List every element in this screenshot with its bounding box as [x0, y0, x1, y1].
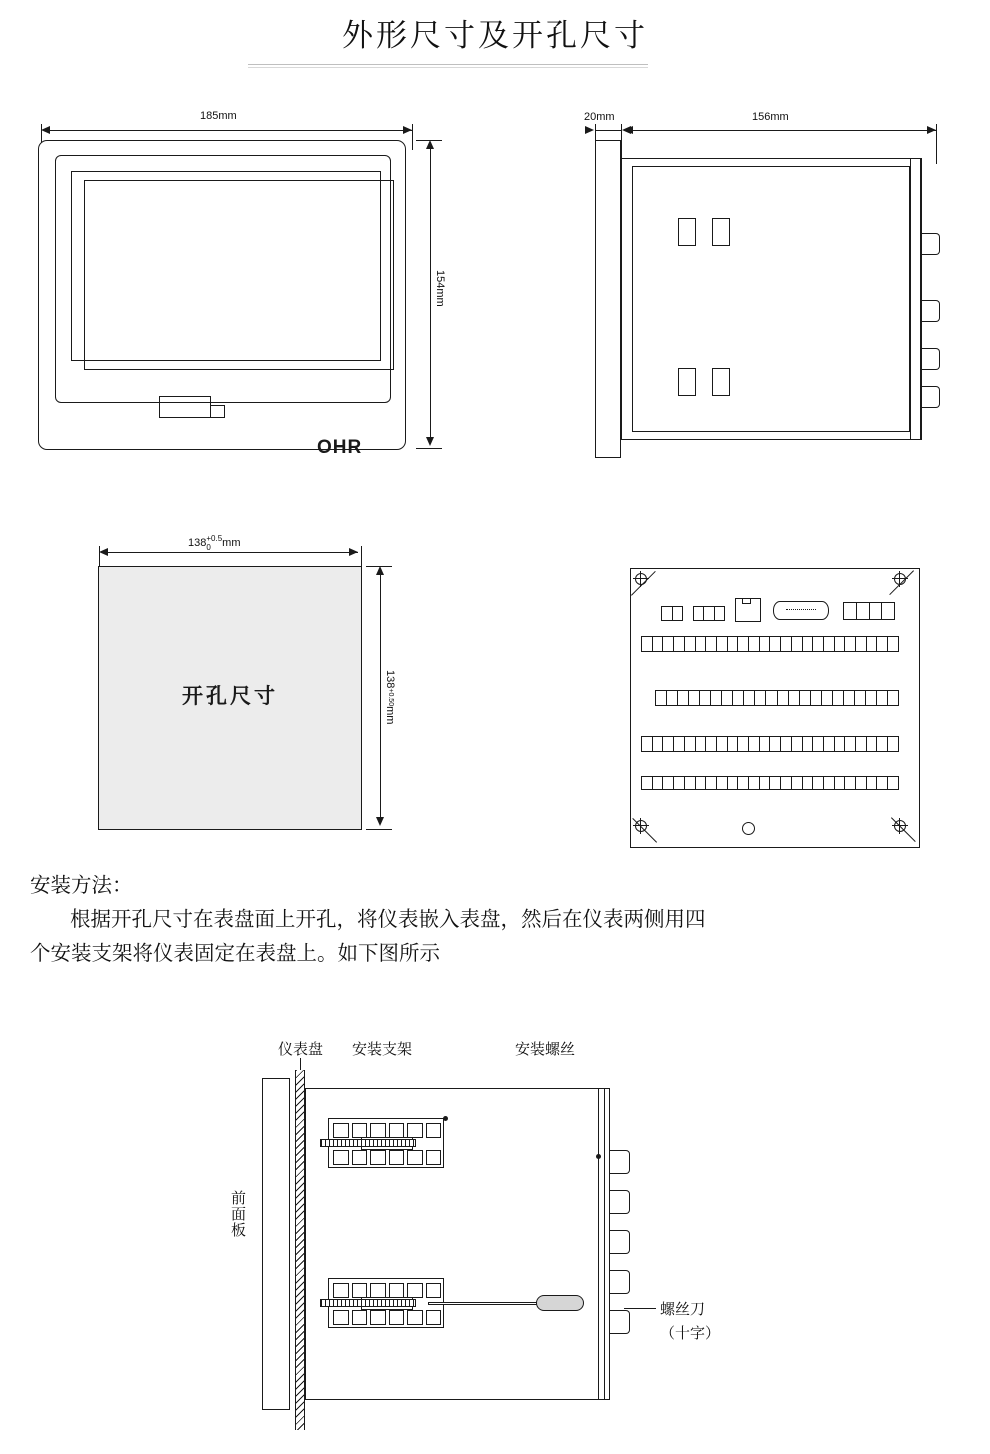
- installation-instructions: [30, 868, 960, 970]
- label-screw: 安装螺丝: [515, 1040, 576, 1058]
- instructions-line-1: 根据开孔尺寸在表盘面上开孔，将仪表嵌入表盘，然后在仪表两侧用四: [70, 907, 706, 931]
- cutout-height-ext-bottom: [366, 829, 392, 830]
- instructions-line-2: 个安装支架将仪表固定在表盘上。如下图所示: [30, 941, 440, 965]
- side-bezel-dim-line: [595, 130, 621, 131]
- panel-cutout-figure: [80, 530, 420, 860]
- cutout-width-value: 138: [188, 536, 207, 549]
- mounting-screw-upper: [320, 1139, 416, 1147]
- rear-connector-small-1: [661, 606, 683, 621]
- vent-slot-3: [678, 368, 696, 396]
- side-front-bezel: [595, 140, 621, 458]
- side-depth-dim-line: [626, 130, 936, 131]
- cutout-height-unit: mm: [384, 706, 396, 725]
- cutout-width-unit: mm: [222, 536, 241, 549]
- front-height-dim-line: [430, 148, 431, 442]
- front-height-ext-bottom: [416, 448, 442, 449]
- front-width-label: 185mm: [200, 110, 237, 122]
- bracket-teeth-top-2: [333, 1283, 441, 1298]
- rear-center-screw-hole: [742, 822, 755, 835]
- label-screwdriver-1: 螺丝刀: [660, 1300, 706, 1318]
- mount-terminal-4: [610, 1270, 630, 1294]
- vent-slot-1: [678, 218, 696, 246]
- leader-screwdriver: [624, 1308, 656, 1309]
- side-rear-plate: [910, 158, 922, 440]
- brand-logo: OHR: [317, 437, 363, 458]
- front-width-dim-line: [44, 130, 412, 131]
- title-divider: [248, 64, 648, 69]
- cutout-height-value: 138: [384, 670, 396, 689]
- label-front-panel: 前面板: [229, 1190, 247, 1238]
- screwdriver-handle: [536, 1295, 584, 1311]
- cutout-width-tolerance: [206, 534, 222, 552]
- cutout-height-label: [384, 670, 396, 724]
- front-height-arrow-bottom: [426, 437, 434, 446]
- rear-connector-terminal-block: [843, 602, 895, 620]
- label-panel: 仪表盘: [278, 1040, 324, 1058]
- front-display-screen: [84, 180, 394, 370]
- front-button: [159, 396, 211, 418]
- ethernet-port-icon: [735, 598, 761, 622]
- mount-panel-section: [295, 1070, 305, 1430]
- page-title-wrap: [0, 10, 990, 55]
- side-bezel-label: 20mm: [584, 111, 615, 123]
- side-depth-arrow-left: [624, 126, 633, 134]
- cutout-label: 开孔尺寸: [182, 684, 278, 708]
- mount-terminal-3: [610, 1230, 630, 1254]
- cutout-width-tol-lower: 0: [206, 543, 211, 552]
- mount-front-bezel: [262, 1078, 290, 1410]
- instructions-heading: 安装方法：: [30, 873, 133, 897]
- front-height-label: 154mm: [434, 270, 446, 307]
- terminal-strip-4: [641, 776, 899, 790]
- bracket-teeth-bottom: [333, 1150, 441, 1165]
- page-title: 外形尺寸及开孔尺寸: [342, 18, 648, 54]
- front-width-ext-right: [412, 124, 413, 150]
- label-screwdriver-2: （十字）: [660, 1324, 721, 1342]
- front-view-figure: [30, 110, 450, 470]
- vent-slot-2: [712, 218, 730, 246]
- mount-terminal-5: [610, 1310, 630, 1334]
- terminal-strip-1: [641, 636, 899, 652]
- side-terminal-2: [922, 300, 940, 322]
- terminal-strip-3: [641, 736, 899, 752]
- rear-view-figure: [625, 560, 935, 860]
- mount-rear-plate: [598, 1088, 610, 1400]
- screwdriver-shaft: [428, 1302, 540, 1305]
- front-width-arrow-right: [403, 126, 412, 134]
- side-bezel-arrow-left: [585, 126, 594, 134]
- side-case-inner: [632, 166, 910, 432]
- mounting-screw-lower: [320, 1299, 416, 1307]
- side-terminal-3: [922, 348, 940, 370]
- cutout-width-arrow-right: [349, 548, 358, 556]
- side-view-figure: [560, 110, 980, 470]
- cutout-width-label: [188, 534, 240, 552]
- side-depth-ext-right: [936, 124, 937, 164]
- cutout-height-ext-top: [366, 566, 392, 567]
- front-button-tab: [211, 405, 225, 418]
- front-bezel: [55, 155, 391, 403]
- bracket-teeth-top: [333, 1123, 441, 1138]
- bracket-teeth-bottom-2: [333, 1310, 441, 1325]
- front-height-arrow-top: [426, 140, 434, 149]
- terminal-strip-2: [655, 690, 899, 706]
- serial-port-db9-icon: [773, 601, 829, 620]
- side-terminal-4: [922, 386, 940, 408]
- cutout-width-arrow-left: [99, 548, 108, 556]
- rear-screw-corner-tl: [631, 569, 655, 593]
- side-terminal-1: [922, 233, 940, 255]
- front-case: [38, 140, 406, 458]
- side-depth-label: 156mm: [752, 111, 789, 123]
- cutout-height-tol-lower: 0: [387, 702, 394, 707]
- mount-terminal-2: [610, 1190, 630, 1214]
- cutout-height-tol-upper: +0.5: [387, 688, 394, 703]
- front-height-ext-top: [416, 140, 442, 141]
- vent-slot-4: [712, 368, 730, 396]
- cutout-height-arrow-top: [376, 566, 384, 575]
- cutout-height-dim-line: [380, 574, 381, 822]
- front-width-arrow-left: [41, 126, 50, 134]
- cutout-width-tol-upper: +0.5: [206, 534, 223, 543]
- cutout-width-dim-line: [102, 552, 358, 553]
- rear-connector-small-2: [693, 606, 725, 621]
- mounting-figure: [200, 1030, 960, 1450]
- label-bracket: 安装支架: [352, 1040, 413, 1058]
- side-depth-arrow-right: [927, 126, 936, 134]
- mount-terminal-1: [610, 1150, 630, 1174]
- cutout-height-arrow-bottom: [376, 817, 384, 826]
